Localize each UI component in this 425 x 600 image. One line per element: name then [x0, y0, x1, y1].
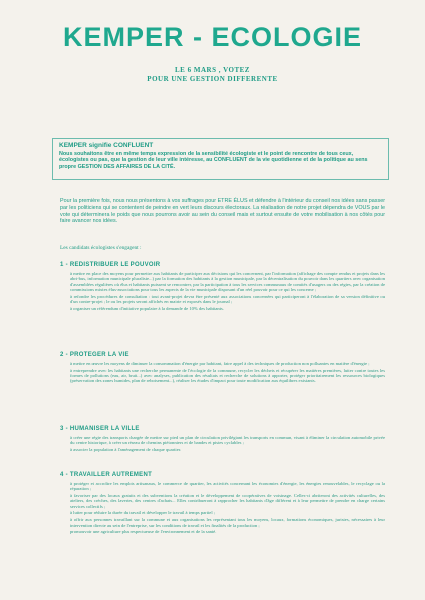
section-paragraph: à lutter pour réduire la durée du travail et développer le travail à temps partiel ; [70, 510, 216, 516]
section-paragraph: promouvoir une agriculture plus respectueuse de l'environnement et de la santé. [70, 529, 217, 535]
section-paragraph: à protéger et accroître les emplois artisanaux, le commerce de quartier, les activités concernant les économies d'énergie, les énergies renouvelables, le recyclage ou la réparation ; [70, 481, 385, 492]
section-paragraph: à associer la population à l'aménagement de chaque quartier. [70, 447, 182, 453]
section-paragraph: à mettre en œuvre les moyens de diminuer la consommation d'énergie par habitant, faire appel à des techniques de production non polluantes en matière d'énergie ; [70, 361, 370, 366]
section-travailler [60, 472, 385, 536]
section-redistribuer [60, 262, 385, 313]
commitments-lead: Les candidats écologistes s'engagent : [60, 245, 142, 251]
section-title: 4 - TRAVAILLER AUTREMENT [60, 472, 153, 478]
section-title: 3 - HUMANISER LA VILLE [60, 426, 140, 432]
section-paragraph: à organiser un référendum d'initiative populaire à la demande de 10% des habitants. [70, 305, 224, 311]
section-paragraph: à créer une régie des transports chargée de mettre sur pied un plan de circulation privilégiant les transports en commun, visant à éliminer la circulation automobile privée du centre historique, à créer un réseau de chemins piétonniers et de bandes et pistes cyclables ; [70, 435, 385, 446]
box-text: Nous souhaitons être en même temps expression de la sensibilité écologiste et le point de rencontre de tous ceux, écologistes ou pas, que la gestion de leur ville intéresse, au CONFLUENT de la vie quotidienne et de la politique au sens propre GESTION DES AFFAIRES DE LA CITÉ. [59, 150, 368, 170]
section-paragraph: à refondre les procédures de consultation : tout avant-projet devra être présenté aux associations concernées qui participeront à l'élaboration de sa version définitive ou d'un contre-projet ; le ou les projets seront affichés en mairie et exposés dans le journal ; [70, 293, 385, 304]
section-humaniser [60, 426, 385, 454]
section-paragraph: à favoriser par des locaux gratuits et des subventions la création et le développement de coopératives de voisinage. Celles-ci abriteront des activités culturelles, des ateliers, des crèches, des laveries, des centres d'achats... Elles contribueront à rapprocher les habitants d'âge différent et à leur permettre de prendre en charge certains services collectifs ; [70, 493, 385, 509]
section-title: 2 - PROTEGER LA VIE [60, 352, 129, 358]
section-proteger [60, 352, 385, 385]
subtitle-line-2: POUR UNE GESTION DIFFERENTE [147, 75, 278, 83]
section-paragraph: à mettre en place des moyens pour permettre aux habitants de participer aux décisions qui les concernent, par l'information (affichage des compte rendus et projets dans les abri-bus, information municipale pluraliste...) par la formation des habitants à la gestion municipale, par la décentralisation du pouvoir dans les quartiers avec organisation d'assemblées régulières où élus et habitants puissent se rencontrer, par la participation à tous les services communaux de comités d'usagers ou des régies, par la création de commissions mixtes élus-associations pour tous les aspects de la vie municipale disposant d'un réel pouvoir pour ce qui les concerne ; [70, 271, 385, 292]
subtitle-line-1: LE 6 MARS , VOTEZ [175, 66, 250, 74]
page-title: KEMPER - ECOLOGIE [62, 22, 363, 52]
intro-paragraph: Pour la première fois, nous nous présentons à vos suffrages pour ETRE ÉLUS et défendre à l'intérieur du conseil nos idées sans passer par les politiciens qui se contentent de peindre en vert leurs discours électoraux. La réalisation de notre projet dépendra de VOUS par le vote qui déterminera le poids que nous pourrons avoir au sein du conseil mais et surtout ensuite de votre mobilisation à nos côtés pour faire avancer nos idées. [60, 198, 385, 225]
confluent-box [52, 138, 389, 180]
page-subtitle [0, 66, 425, 84]
section-title: 1 - REDISTRIBUER LE POUVOIR [60, 262, 161, 268]
section-paragraph: à entreprendre avec les habitants une recherche permanente de l'écologie de la commune, recycler les déchets et récupérer les matières premières, lutter contre toutes les formes de pollutions (eau, air, bruit...) avec analyses, publication des résultats et recherche de solutions à apporter, protéger prioritairement les ressources biologiques (préservation des zones humides, plan de reboisement...), réaliser les études d'impact pour toute modification aux équilibres existants. [70, 367, 385, 384]
box-heading: KEMPER signifie CONFLUENT [59, 142, 154, 149]
section-paragraph: à offrir aux personnes travaillant sur la commune et aux organisations les représentant tous les moyens, locaux, formations économiques, juristes, nécessaires à leur intervention directe au sein de l'entreprise, sur les conditions de travail et les finalités de la production ; [70, 517, 385, 528]
